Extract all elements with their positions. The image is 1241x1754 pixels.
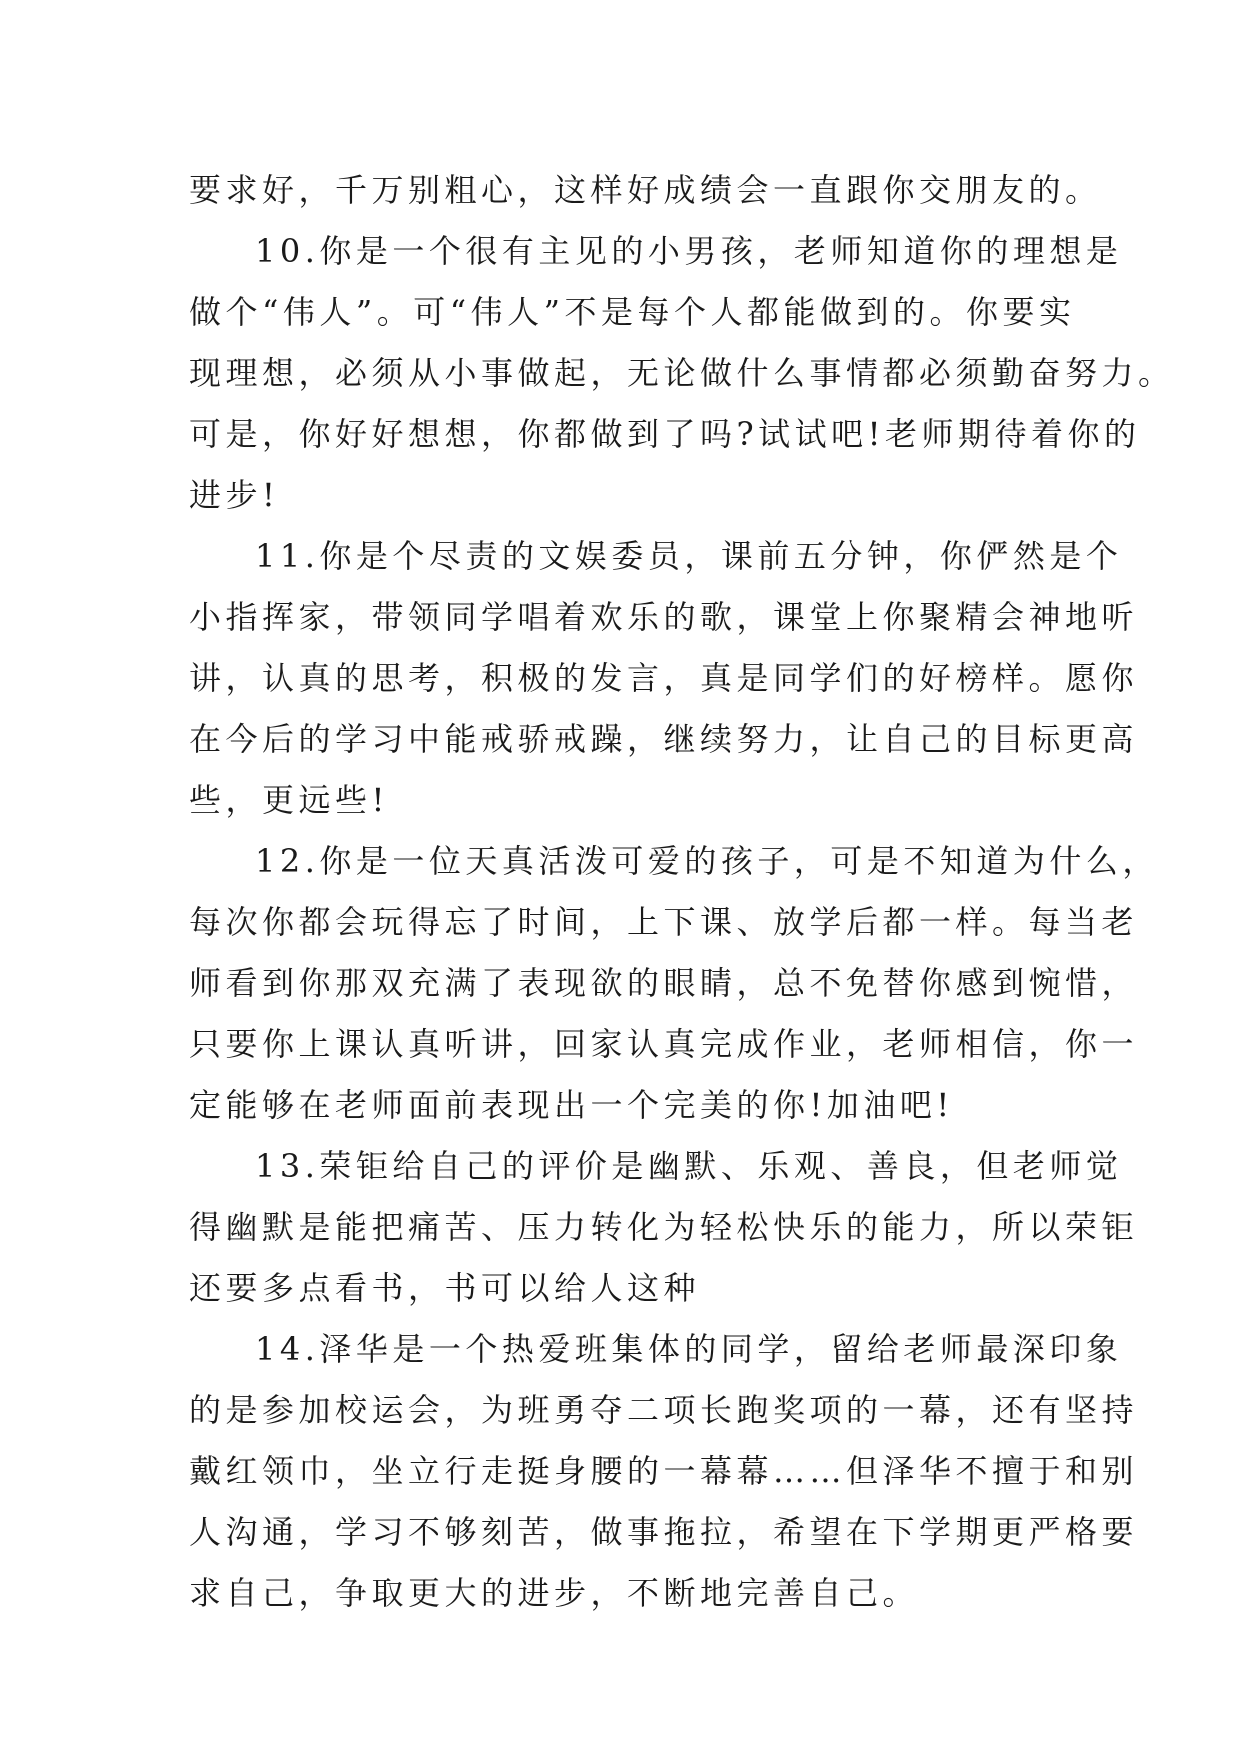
text-line: 12.你是一位天真活泼可爱的孩子，可是不知道为什么， bbox=[255, 842, 1159, 880]
text-line: 人沟通，学习不够刻苦，做事拖拉，希望在下学期更严格要 bbox=[189, 1513, 1139, 1551]
text-line: 戴红领巾，坐立行走挺身腰的一幕幕……但泽华不擅于和别 bbox=[189, 1452, 1139, 1490]
paragraph-continuation bbox=[189, 160, 1102, 221]
text-line: 现理想，必须从小事做起，无论做什么事情都必须勤奋努力。 bbox=[189, 354, 1175, 392]
text-line: 只要你上课认真听讲，回家认真完成作业，老师相信，你一 bbox=[189, 1025, 1139, 1063]
text-line: 在今后的学习中能戒骄戒躁，继续努力，让自己的目标更高 bbox=[189, 720, 1139, 758]
text-line: 还要多点看书，书可以给人这种 bbox=[189, 1269, 701, 1307]
text-line: 14.泽华是一个热爱班集体的同学，留给老师最深印象 bbox=[255, 1330, 1123, 1368]
text-line: 定能够在老师面前表现出一个完美的你!加油吧! bbox=[189, 1086, 954, 1124]
paragraph-comment-13 bbox=[189, 1136, 1139, 1319]
text-line: 每次你都会玩得忘了时间，上下课、放学后都一样。每当老 bbox=[189, 903, 1139, 941]
text-line: 得幽默是能把痛苦、压力转化为轻松快乐的能力，所以荣钜 bbox=[189, 1208, 1139, 1246]
text-line: 可是，你好好想想，你都做到了吗?试试吧!老师期待着你的 bbox=[189, 415, 1141, 453]
paragraph-comment-12 bbox=[189, 831, 1159, 1136]
document-page bbox=[189, 160, 1175, 1624]
text-line: 进步! bbox=[189, 476, 280, 514]
text-line: 讲，认真的思考，积极的发言，真是同学们的好榜样。愿你 bbox=[189, 659, 1139, 697]
text-line: 求自己，争取更大的进步，不断地完善自己。 bbox=[189, 1574, 920, 1612]
text-line: 做个“伟人”。可“伟人”不是每个人都能做到的。你要实 bbox=[189, 293, 1076, 331]
paragraph-comment-10 bbox=[189, 221, 1175, 526]
paragraph-comment-14 bbox=[189, 1319, 1139, 1624]
paragraph-comment-11 bbox=[189, 526, 1139, 831]
text-line: 的是参加校运会，为班勇夺二项长跑奖项的一幕，还有坚持 bbox=[189, 1391, 1139, 1429]
text-line: 小指挥家，带领同学唱着欢乐的歌，课堂上你聚精会神地听 bbox=[189, 598, 1139, 636]
text-line: 11.你是个尽责的文娱委员，课前五分钟，你俨然是个 bbox=[255, 537, 1123, 575]
text-line: 些，更远些! bbox=[189, 781, 389, 819]
text-line: 师看到你那双充满了表现欲的眼睛，总不免替你感到惋惜， bbox=[189, 964, 1139, 1002]
text-line: 10.你是一个很有主见的小男孩，老师知道你的理想是 bbox=[255, 232, 1123, 270]
text-line: 13.荣钜给自己的评价是幽默、乐观、善良，但老师觉 bbox=[255, 1147, 1123, 1185]
text-line: 要求好，千万别粗心，这样好成绩会一直跟你交朋友的。 bbox=[189, 171, 1102, 209]
